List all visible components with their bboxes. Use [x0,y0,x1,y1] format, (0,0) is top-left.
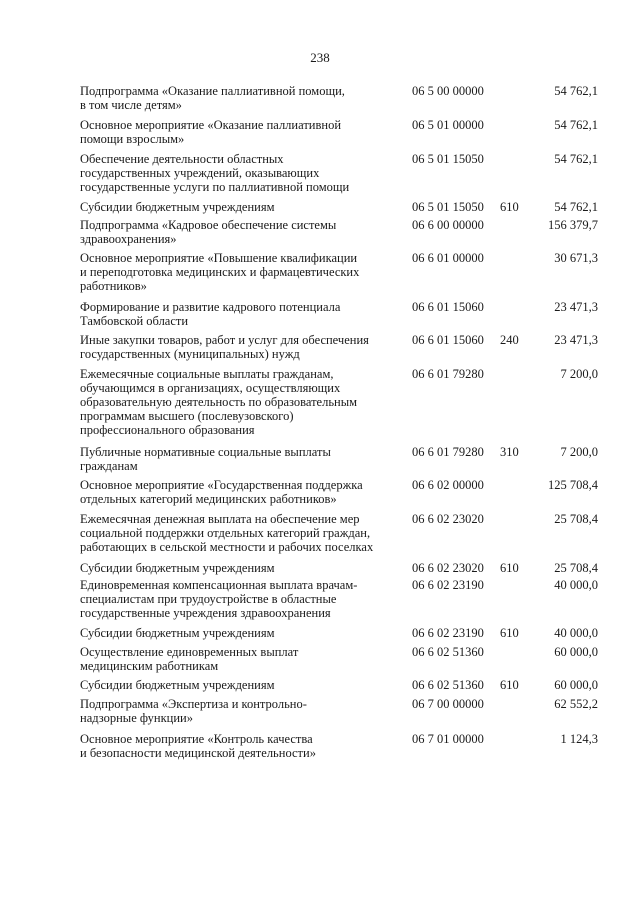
table-row [80,512,610,561]
row-code: 06 7 01 00000 [412,732,484,746]
row-code: 06 7 00 00000 [412,697,484,711]
row-expense-type: 240 [500,333,519,347]
row-expense-type: 610 [500,626,519,640]
row-name: Основное мероприятие «Оказание паллиативной помощи взрослым» [80,118,342,146]
row-amount: 1 124,3 [560,732,598,746]
row-amount: 54 762,1 [554,152,598,166]
row-amount: 40 000,0 [554,578,598,592]
row-amount: 60 000,0 [554,645,598,659]
row-amount: 23 471,3 [554,300,598,314]
row-code: 06 6 01 79280 [412,445,484,459]
row-code: 06 5 01 00000 [412,118,484,132]
table-row [80,561,610,578]
row-code: 06 6 01 00000 [412,251,484,265]
row-expense-type: 610 [500,200,519,214]
row-code: 06 6 00 00000 [412,218,484,232]
row-name: Субсидии бюджетным учреждениям [80,626,275,640]
row-amount: 25 708,4 [554,512,598,526]
row-name: Субсидии бюджетным учреждениям [80,200,275,214]
row-code: 06 6 02 23190 [412,578,484,592]
table-row [80,118,610,152]
row-name: Основное мероприятие «Государственная поддержка отдельных категорий медицинских работников» [80,478,363,506]
table-row [80,152,610,200]
row-code: 06 5 00 00000 [412,84,484,98]
row-amount: 54 762,1 [554,118,598,132]
row-amount: 7 200,0 [560,367,598,381]
budget-table [80,84,610,766]
row-name: Подпрограмма «Экспертиза и контрольно- надзорные функции» [80,697,307,725]
row-code: 06 6 02 51360 [412,678,484,692]
row-amount: 40 000,0 [554,626,598,640]
row-name: Ежемесячные социальные выплаты гражданам, обучающимся в организациях, осуществляющих образовательную деятельность по образовательным программам высшего (послевузовского) профессионального образования [80,367,358,437]
row-name: Субсидии бюджетным учреждениям [80,678,275,692]
row-amount: 25 708,4 [554,561,598,575]
row-name: Подпрограмма «Кадровое обеспечение системы здравоохранения» [80,218,337,246]
row-code: 06 6 01 79280 [412,367,484,381]
row-name: Основное мероприятие «Повышение квалификации и переподготовка медицинских и фармацевтических работников» [80,251,360,293]
table-row [80,578,610,626]
table-row [80,251,610,300]
table-row [80,300,610,333]
table-row [80,645,610,678]
row-name: Ежемесячная денежная выплата на обеспечение мер социальной поддержки отдельных категорий граждан, работающих в сельской местности и рабочих поселках [80,512,374,554]
row-code: 06 5 01 15050 [412,152,484,166]
table-row [80,445,610,478]
row-code: 06 6 02 00000 [412,478,484,492]
table-row [80,478,610,512]
row-name: Обеспечение деятельности областных государственных учреждений, оказывающих государственные услуги по паллиативной помощи [80,152,350,194]
row-amount: 7 200,0 [560,445,598,459]
page-number: 238 [310,50,330,65]
table-row [80,200,610,218]
table-row [80,626,610,645]
row-amount: 125 708,4 [548,478,598,492]
table-row [80,697,610,732]
table-row [80,84,610,118]
row-expense-type: 310 [500,445,519,459]
row-amount: 156 379,7 [548,218,598,232]
row-name: Субсидии бюджетным учреждениям [80,561,275,575]
row-name: Единовременная компенсационная выплата врачам- специалистам при трудоустройстве в областные государственные учреждения здравоохранения [80,578,358,620]
row-amount: 23 471,3 [554,333,598,347]
row-amount: 30 671,3 [554,251,598,265]
row-amount: 62 552,2 [554,697,598,711]
row-expense-type: 610 [500,561,519,575]
row-code: 06 6 02 23190 [412,626,484,640]
table-row [80,732,610,766]
row-name: Основное мероприятие «Контроль качества и безопасности медицинской деятельности» [80,732,316,760]
table-row [80,218,610,251]
row-name: Публичные нормативные социальные выплаты гражданам [80,445,331,473]
row-amount: 60 000,0 [554,678,598,692]
row-name: Иные закупки товаров, работ и услуг для обеспечения государственных (муниципальных) нужд [80,333,369,361]
row-amount: 54 762,1 [554,84,598,98]
row-code: 06 6 01 15060 [412,300,484,314]
row-name: Подпрограмма «Оказание паллиативной помощи, в том числе детям» [80,84,345,112]
row-code: 06 5 01 15050 [412,200,484,214]
row-code: 06 6 01 15060 [412,333,484,347]
row-code: 06 6 02 23020 [412,561,484,575]
row-code: 06 6 02 51360 [412,645,484,659]
table-row [80,678,610,697]
table-row [80,367,610,445]
row-amount: 54 762,1 [554,200,598,214]
row-code: 06 6 02 23020 [412,512,484,526]
table-row [80,333,610,367]
row-name: Осуществление единовременных выплат медицинским работникам [80,645,299,673]
row-name: Формирование и развитие кадрового потенциала Тамбовской области [80,300,341,328]
row-expense-type: 610 [500,678,519,692]
